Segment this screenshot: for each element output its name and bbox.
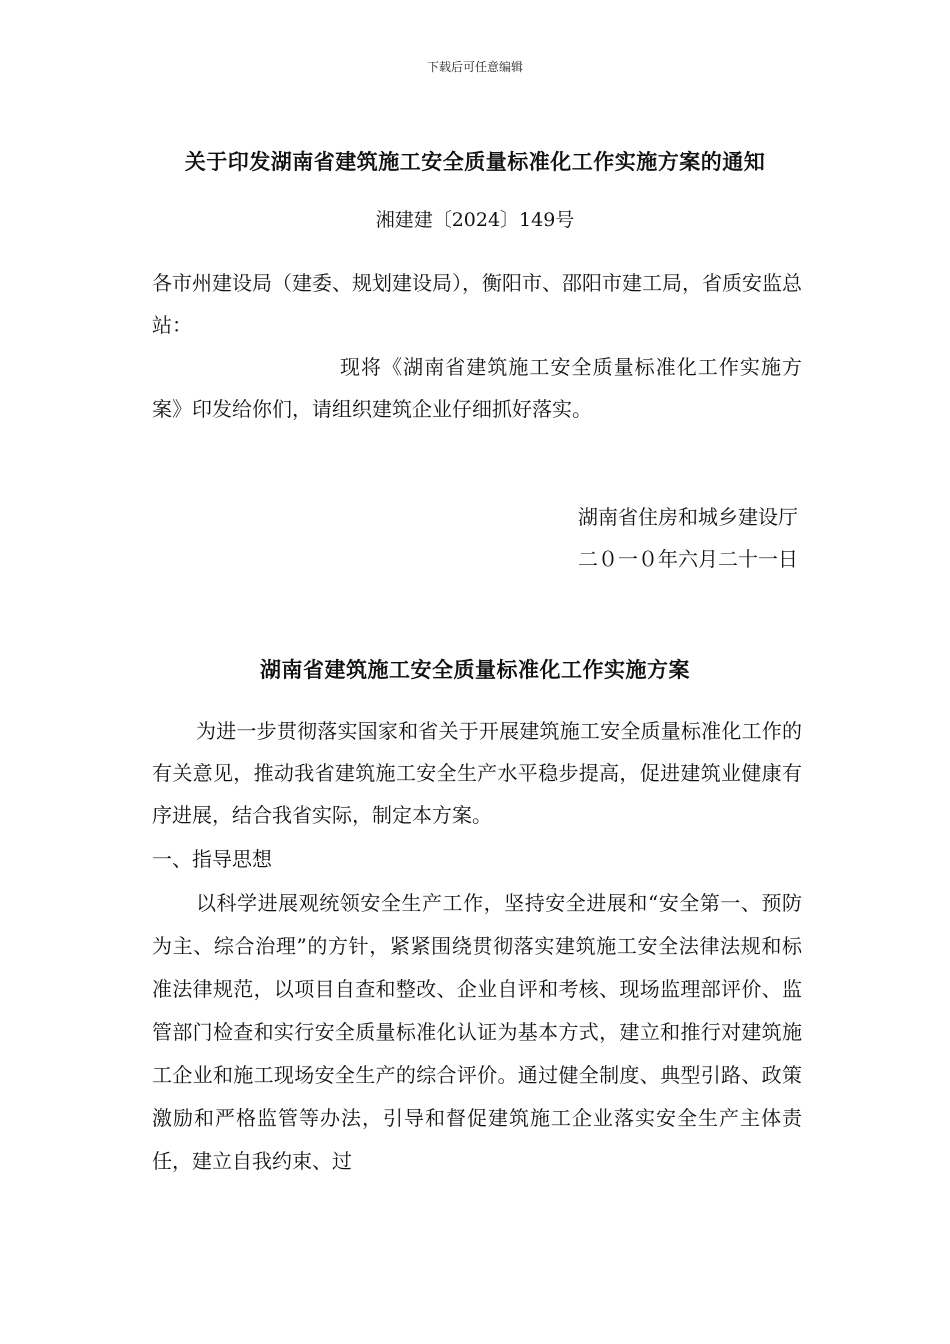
- issue-date: 二０一０年六月二十一日: [578, 547, 798, 571]
- section-heading-guiding-ideology: 一、指导思想: [152, 847, 272, 871]
- notice-body: 现将《湖南省建筑施工安全质量标准化工作实施方案》印发给你们，请组织建筑企业仔细抓好落实。: [152, 355, 802, 421]
- plan-title: 湖南省建筑施工安全质量标准化工作实施方案: [260, 658, 690, 682]
- issuer-signature: 湖南省住房和城乡建设厅: [578, 505, 798, 529]
- header-note: 下载后可任意编辑: [426, 60, 523, 74]
- section-body-guiding-ideology: 以科学进展观统领安全生产工作，坚持安全进展和“安全第一、预防为主、综合治理”的方针，紧紧围绕贯彻落实建筑施工安全法律法规和标准法律规范，以项目自查和整改、企业自评和考核、现场监理部评价、监管部门检查和实行安全质量标准化认证为基本方式，建立和推行对建筑施工企业和施工现场安全生产的综合评价。通过健全制度、典型引路、政策激励和严格监管等办法，引导和督促建筑施工企业落实安全生产主体责任，建立自我约束、过: [152, 891, 802, 1173]
- plan-intro-paragraph: 为进一步贯彻落实国家和省关于开展建筑施工安全质量标准化工作的有关意见，推动我省建筑施工安全生产水平稳步提高，促进建筑业健康有序进展，结合我省实际，制定本方案。: [152, 719, 802, 827]
- document-number: 湘建建〔2024〕149号: [375, 209, 575, 231]
- addressee: 各市州建设局（建委、规划建设局），衡阳市、邵阳市建工局，省质安监总站：: [152, 271, 802, 337]
- notice-title: 关于印发湖南省建筑施工安全质量标准化工作实施方案的通知: [184, 150, 766, 174]
